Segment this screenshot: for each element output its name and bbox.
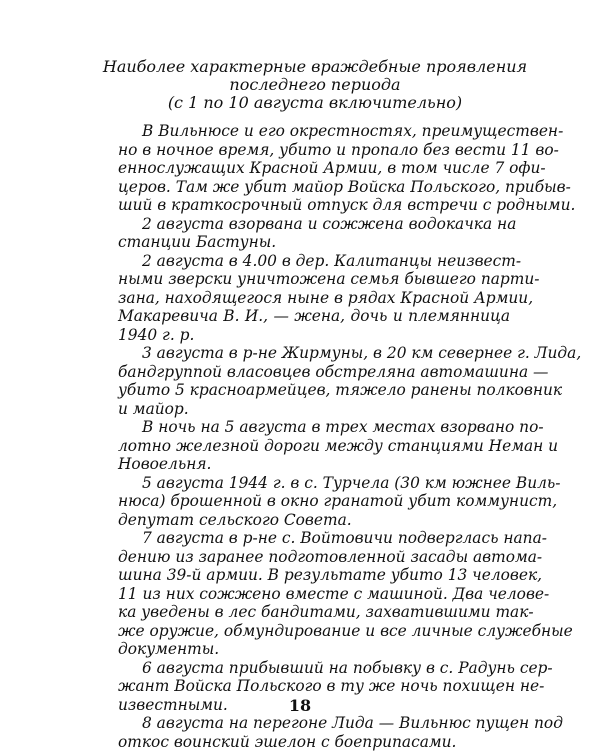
text-line: лотно железной дороги между станциями Неман и bbox=[118, 437, 510, 456]
text-line: ными зверски уничтожена семья бывшего парти- bbox=[118, 270, 510, 289]
text-line: 1940 г. р. bbox=[118, 326, 510, 345]
title-line-3: (с 1 по 10 августа включительно) bbox=[100, 94, 530, 112]
title-line-1: Наиболее характерные враждебные проявления bbox=[100, 58, 530, 76]
paragraph bbox=[118, 252, 510, 345]
text-line: 8 августа на перегоне Лида — Вильнюс пущен под bbox=[118, 714, 510, 733]
text-line: Макаревича В. И., — жена, дочь и племянница bbox=[118, 307, 510, 326]
text-line: жант Войска Польского в ту же ночь похищен не- bbox=[118, 677, 510, 696]
paragraph bbox=[118, 529, 510, 659]
text-line: же оружие, обмундирование и все личные служебные bbox=[118, 622, 510, 641]
text-line: зана, находящегося ныне в рядах Красной Армии, bbox=[118, 289, 510, 308]
paragraph bbox=[118, 418, 510, 474]
paragraph bbox=[118, 344, 510, 418]
page-number: 18 bbox=[0, 696, 600, 715]
text-line: 5 августа 1944 г. в с. Турчела (30 км южнее Виль- bbox=[118, 474, 510, 493]
text-line: шина 39-й армии. В результате убито 13 человек, bbox=[118, 566, 510, 585]
text-line: Новоельня. bbox=[118, 455, 510, 474]
title-line-2: последнего периода bbox=[100, 76, 530, 94]
text-line: станции Бастуны. bbox=[118, 233, 510, 252]
text-line: еннослужащих Красной Армии, в том числе 7 офи- bbox=[118, 159, 510, 178]
text-line: 2 августа взорвана и сожжена водокачка на bbox=[118, 215, 510, 234]
text-line: но в ночное время, убито и пропало без вести 11 во- bbox=[118, 141, 510, 160]
text-line: дению из заранее подготовленной засады автома- bbox=[118, 548, 510, 567]
text-line: депутат сельского Совета. bbox=[118, 511, 510, 530]
text-line: убито 5 красноармейцев, тяжело ранены полковник bbox=[118, 381, 510, 400]
text-line: ший в краткосрочный отпуск для встречи с родными. bbox=[118, 196, 510, 215]
paragraph bbox=[118, 474, 510, 530]
text-line: ка уведены в лес бандитами, захватившими так- bbox=[118, 603, 510, 622]
text-line: 6 августа прибывший на побывку в с. Радунь сер- bbox=[118, 659, 510, 678]
section-title bbox=[100, 58, 530, 112]
paragraph bbox=[118, 215, 510, 252]
text-line: бандгруппой власовцев обстреляна автомашина — bbox=[118, 363, 510, 382]
text-line: В Вильнюсе и его окрестностях, преимуществен- bbox=[118, 122, 510, 141]
paragraph bbox=[118, 714, 510, 751]
text-line: известными. bbox=[118, 696, 510, 715]
text-line: нюса) брошенной в окно гранатой убит коммунист, bbox=[118, 492, 510, 511]
text-line: 11 из них сожжено вместе с машиной. Два челове- bbox=[118, 585, 510, 604]
text-line: откос воинский эшелон с боеприпасами. bbox=[118, 733, 510, 751]
text-line: 7 августа в р-не с. Войтовичи подверглась напа- bbox=[118, 529, 510, 548]
paragraph bbox=[118, 122, 510, 215]
report-body bbox=[118, 122, 510, 751]
text-line: В ночь на 5 августа в трех местах взорвано по- bbox=[118, 418, 510, 437]
text-line: 2 августа в 4.00 в дер. Калитанцы неизвест- bbox=[118, 252, 510, 271]
text-line: документы. bbox=[118, 640, 510, 659]
text-line: церов. Там же убит майор Войска Польского, прибыв- bbox=[118, 178, 510, 197]
text-line: и майор. bbox=[118, 400, 510, 419]
text-line: 3 августа в р-не Жирмуны, в 20 км севернее г. Лида, bbox=[118, 344, 510, 363]
